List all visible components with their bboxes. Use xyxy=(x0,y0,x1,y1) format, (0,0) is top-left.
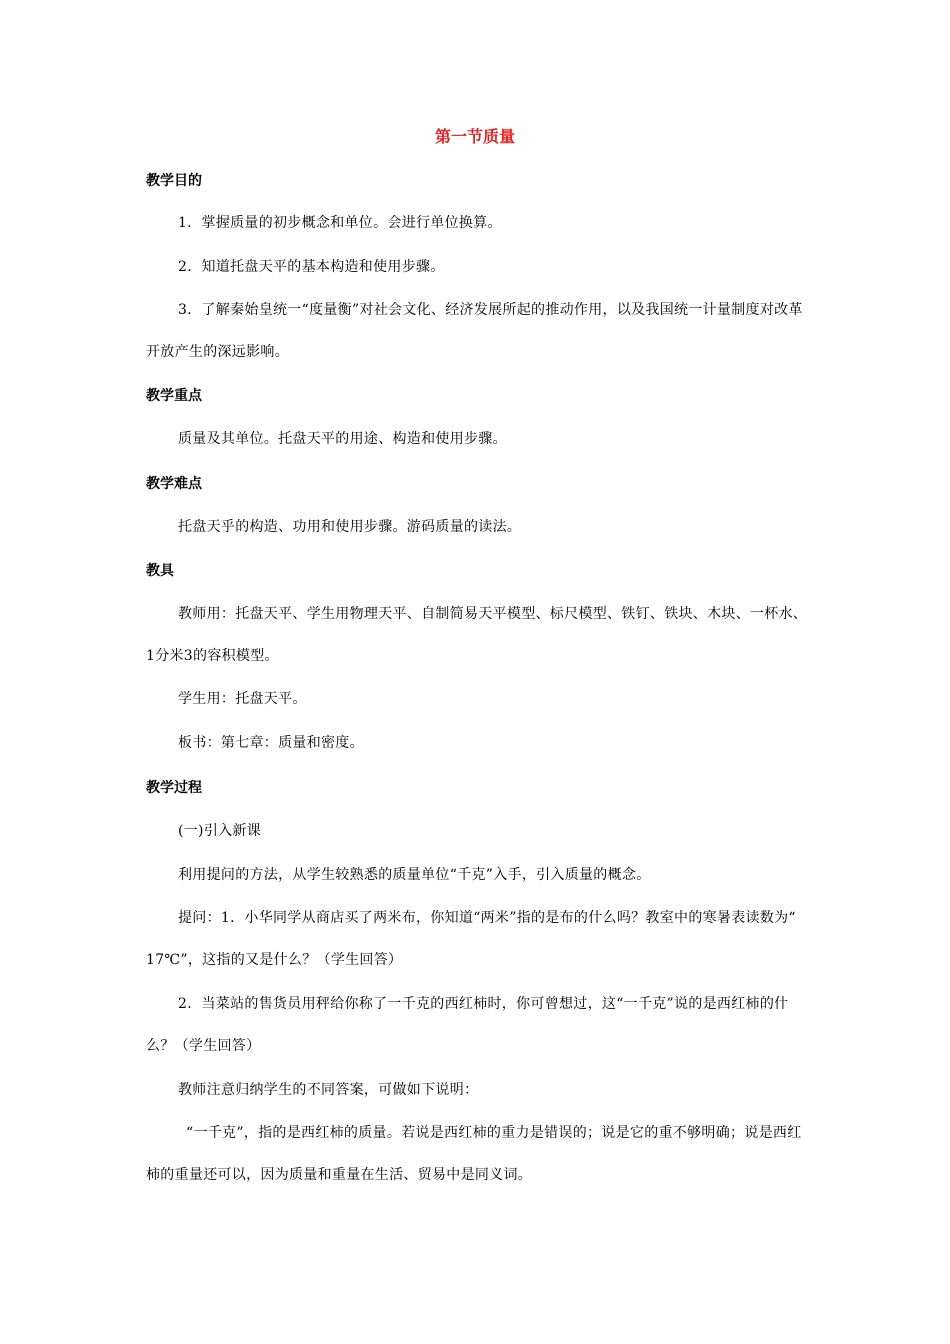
process-paragraph: 提问：1．小华同学从商店买了两米布，你知道“两米”指的是布的什么吗？教室中的寒暑表读数为“ 17℃”，这指的又是什么？（学生回答） xyxy=(146,910,801,968)
process-paragraph: 2．当菜站的售货员用秤给你称了一千克的西红柿时，你可曾想过，这“一千克”说的是西红柿的什么？（学生回答） xyxy=(146,996,789,1054)
process-paragraph: 利用提问的方法，从学生较熟悉的质量单位“千克”入手，引入质量的概念。 xyxy=(178,867,651,883)
process-subheading: (一)引入新课 xyxy=(178,823,262,839)
objective-item: 1．掌握质量的初步概念和单位。会进行单位换算。 xyxy=(178,215,502,231)
process-paragraph: 教师注意归纳学生的不同答案，可做如下说明： xyxy=(178,1082,479,1098)
document-title: 第一节质量 xyxy=(434,127,515,146)
tools-teacher: 教师用：托盘天平、学生用物理天平、自制简易天平模型、标尺模型、铁钉、铁块、木块、一杯水、1分米3的容积模型。 xyxy=(146,606,808,664)
process-paragraph: “一千克”，指的是西红柿的质量。若说是西红柿的重力是错误的；说是它的重不够明确；说是西红柿的重量还可以，因为质量和重量在生活、贸易中是同义词。 xyxy=(146,1125,802,1183)
heading-difficulties: 教学难点 xyxy=(146,476,202,492)
objective-item: 2．知道托盘天平的基本构造和使用步骤。 xyxy=(178,259,445,275)
objective-item: 3．了解秦始皇统一“度量衡”对社会文化、经济发展所起的推动作用，以及我国统一计量制度对改革开放产生的深远影响。 xyxy=(146,302,803,360)
heading-key-points: 教学重点 xyxy=(146,388,202,404)
heading-objectives: 教学目的 xyxy=(146,173,202,189)
difficulties-text: 托盘天乎的构造、功用和使用步骤。游码质量的读法。 xyxy=(178,519,522,535)
tools-board: 板书：第七章：质量和密度。 xyxy=(178,735,364,751)
tools-student: 学生用：托盘天平。 xyxy=(178,691,307,707)
heading-tools: 教具 xyxy=(146,563,174,579)
key-points-text: 质量及其单位。托盘天平的用途、构造和使用步骤。 xyxy=(178,431,507,447)
heading-process: 教学过程 xyxy=(146,780,202,796)
